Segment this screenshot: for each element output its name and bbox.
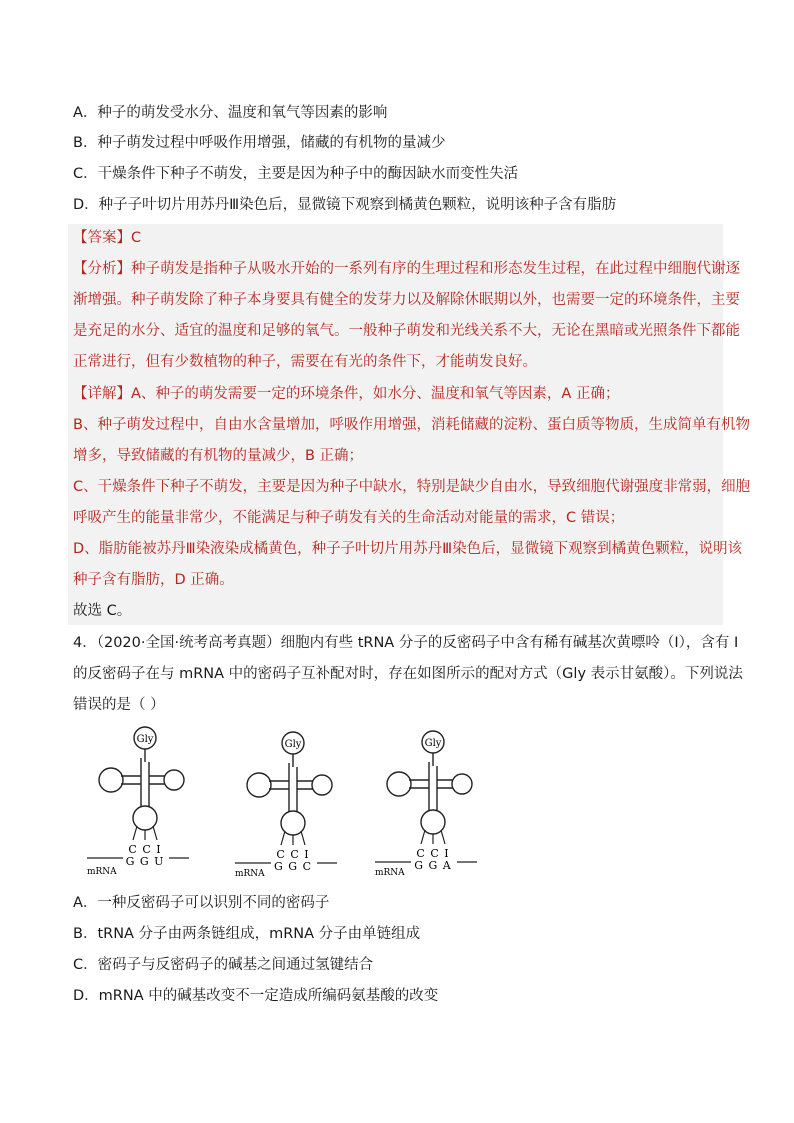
trna-diagram-1: [87, 727, 189, 877]
answer-line: 【答案】C: [73, 230, 142, 246]
analysis-line-4: 正常进行，但有少数植物的种子，需要在有光的条件下，才能萌发良好。: [73, 354, 537, 370]
anticodon-label: C C I: [128, 843, 162, 856]
detail-line-1: 【详解】A、种子的萌发需要一定的环境条件，如水分、温度和氧气等因素，A 正确；: [73, 386, 620, 402]
detail-line-6: D、脂肪能被苏丹Ⅲ染液染成橘黄色，种子子叶切片用苏丹Ⅲ染色后，显微镜下观察到橘黄色颗粒，说明该: [73, 541, 743, 557]
option-b: B．种子萌发过程中呼吸作用增强，储藏的有机物的量减少: [73, 135, 446, 151]
conclusion: 故选 C。: [73, 603, 132, 619]
q4-option-d: D．mRNA 中的碱基改变不一定造成所编码氨基酸的改变: [73, 988, 439, 1004]
analysis-line-2: 渐增强。种子萌发除了种子本身要具有健全的发芽力以及解除休眠期以外，也需要一定的环境条件，主要: [73, 292, 740, 308]
mrna-label: mRNA: [235, 869, 265, 879]
mrna-label: mRNA: [375, 868, 405, 878]
anticodon-label: C C I: [276, 848, 310, 861]
q4-option-a: A．一种反密码子可以识别不同的密码子: [73, 895, 330, 911]
detail-line-4: C、干燥条件下种子不萌发，主要是因为种子中缺水，特别是缺少自由水，导致细胞代谢强度非常弱，细胞: [73, 479, 751, 495]
trna-figure: [85, 724, 485, 880]
q4-option-b: B．tRNA 分子由两条链组成，mRNA 分子由单链组成: [73, 926, 421, 942]
q4-stem-line-2: 的反密码子在与 mRNA 中的密码子互补配对时，存在如图所示的配对方式（Gly 表示甘氨酸）。下列说法: [73, 666, 743, 682]
mrna-label: mRNA: [87, 867, 117, 877]
trna-diagram-2: [235, 732, 337, 879]
option-a: A．种子的萌发受水分、温度和氧气等因素的影响: [73, 105, 388, 121]
codon-label: G G A: [414, 859, 452, 872]
detail-line-2: B、种子萌发过程中，自由水含量增加，呼吸作用增强，消耗储藏的淀粉、蛋白质等物质，生成简单有机物: [73, 417, 750, 433]
trna-diagram-3: [375, 731, 477, 878]
option-d: D．种子子叶切片用苏丹Ⅲ染色后，显微镜下观察到橘黄色颗粒，说明该种子含有脂肪: [73, 197, 617, 213]
anticodon-label: C C I: [416, 847, 450, 860]
q4-stem-line-1: 4．（2020·全国·统考高考真题）细胞内有些 tRNA 分子的反密码子中含有稀有碱基次黄嘌呤（I），含有 I: [73, 635, 739, 651]
detail-line-3: 增多，导致储藏的有机物的量减少，B 正确；: [73, 448, 364, 464]
analysis-line-1: 【分析】种子萌发是指种子从吸水开始的一系列有序的生理过程和形态发生过程，在此过程中细胞代谢逐: [73, 261, 740, 277]
q4-option-c: C．密码子与反密码子的碱基之间通过氢键结合: [73, 957, 374, 973]
amino-acid-label: Gly: [284, 739, 302, 750]
codon-label: G G C: [274, 860, 312, 873]
option-c: C．干燥条件下种子不萌发，主要是因为种子中的酶因缺水而变性失活: [73, 166, 519, 182]
analysis-line-3: 是充足的水分、适宜的温度和足够的氧气。一般种子萌发和光线关系不大，无论在黑暗或光照条件下都能: [73, 323, 740, 339]
q4-stem-line-3: 错误的是（ ）: [73, 697, 165, 713]
detail-line-5: 呼吸产生的能量非常少，不能满足与种子萌发有关的生命活动对能量的需求，C 错误；: [73, 510, 625, 526]
amino-acid-label: Gly: [424, 738, 442, 749]
detail-line-7: 种子含有脂肪，D 正确。: [73, 572, 234, 588]
codon-label: G G U: [125, 855, 165, 868]
amino-acid-label: Gly: [136, 734, 154, 745]
